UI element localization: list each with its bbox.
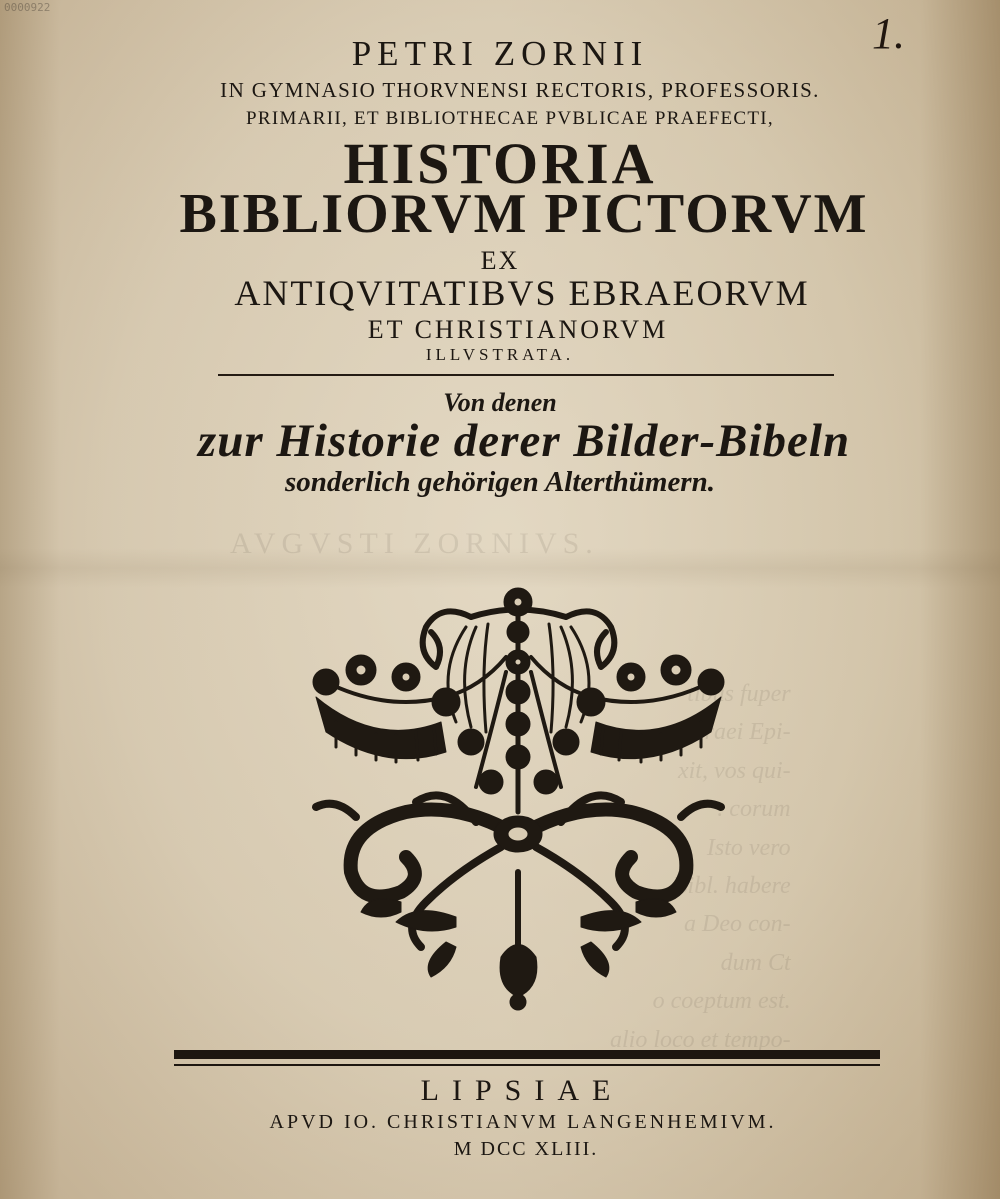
office-line-1: IN GYMNASIO THORVNENSI RECTORIS, PROFESSORIS. [220,78,820,102]
subtitle-line-1: ANTIQVITATIBVS EBRAEORVM [234,273,810,313]
divider-rule [218,374,834,376]
title-line-2: BIBLIORVM PICTORVM [179,183,869,245]
imprint-city: LIPSIAE [420,1074,624,1107]
folio-mark: 1. [872,9,905,58]
show-through-text-right: fuper Epi- xit, vos qui- . corum Isto vero Bibl. habere a Deo con- dum Ct o coeptum est. alio loco et tempo- [610,681,791,1053]
show-through-text: AVGVSTI ZORNIVS. [230,527,599,560]
ex-line: EX [480,246,520,275]
german-line-3: sonderlich gehörigen Alterthümern. [285,466,715,498]
office-line-2: PRIMARII, ET BIBLIOTHECAE PVBLICAE PRAEFECTI, [246,108,774,129]
german-line-1: Von denen [443,388,557,417]
floral-ornament-icon [306,572,731,1012]
german-line-2: zur Historie derer Bilder-Bibeln [197,415,851,467]
title-line-1: HISTORIA [343,131,657,196]
subtitle-line-2: ET CHRISTIANORVM [367,315,669,344]
imprint-publisher: APVD IO. CHRISTIANVM LANGENHEMIVM. [269,1111,777,1133]
imprint-year: M DCC XLIII. [453,1138,599,1160]
double-rule-thin [174,1064,880,1066]
double-rule-thick [174,1050,880,1059]
illustrata-line: ILLVSTRATA. [425,345,575,364]
author-line: PETRI ZORNII [351,34,649,73]
scan-tag: 0000922 [4,1,51,14]
